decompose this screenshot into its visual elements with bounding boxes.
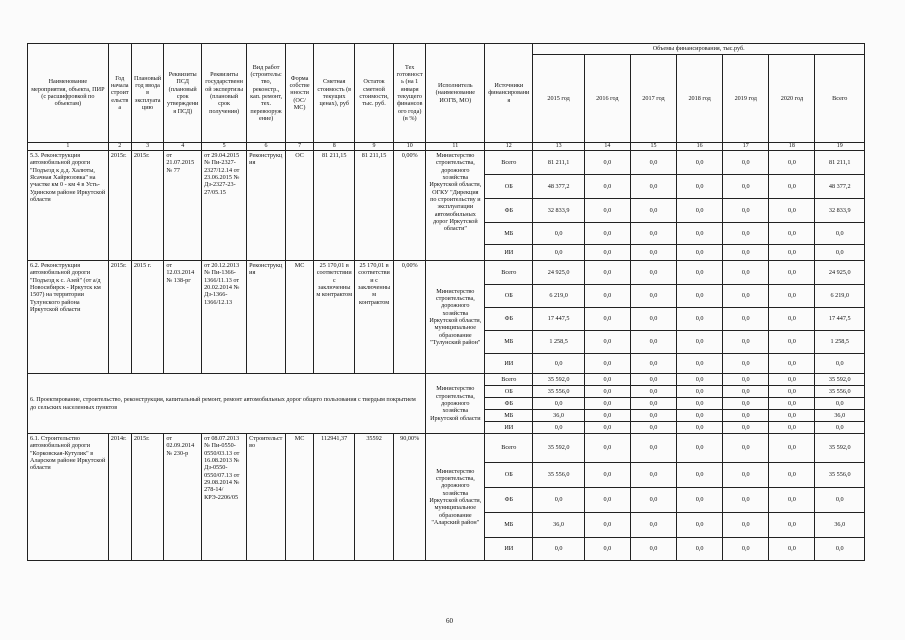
remainder: 35592 bbox=[355, 434, 394, 561]
source-label: ОБ bbox=[485, 386, 533, 398]
value-cell: 32 833,9 bbox=[533, 199, 584, 223]
value-cell: 0,0 bbox=[769, 199, 815, 223]
table-row bbox=[28, 374, 865, 386]
value-cell: 0,0 bbox=[723, 175, 769, 199]
source-label: МБ bbox=[485, 513, 533, 538]
source-label: Всего bbox=[485, 374, 533, 386]
value-cell: 0,0 bbox=[677, 175, 723, 199]
value-cell: 0,0 bbox=[584, 354, 630, 374]
value-cell: 36,0 bbox=[815, 410, 865, 422]
col-number: 15 bbox=[630, 143, 676, 151]
header-work-type: Вид работ (строительство, реконстр., кап. ремонт, тех. перевооружение) bbox=[247, 44, 286, 143]
remainder: 25 170,01 в соответствии с заключенным контрактом bbox=[355, 261, 394, 374]
header-year: 2016 год bbox=[584, 54, 630, 142]
source-label: ФБ bbox=[485, 199, 533, 223]
value-cell: 0,0 bbox=[769, 308, 815, 331]
col-number: 19 bbox=[815, 143, 865, 151]
source-label: ИИ bbox=[485, 354, 533, 374]
header-expertise: Реквизиты государственной экспертизы (плановый срок получения) bbox=[202, 44, 247, 143]
table-row bbox=[28, 151, 865, 175]
expertise-reqs: от 08.07.2013 № Пи-0550-0550/03.13 от 16.08.2013 № Дз-0550-0550/07.13 от 29.08.2014 № 278-14/КРЭ-2206/05 bbox=[202, 434, 247, 561]
value-cell: 0,0 bbox=[630, 434, 676, 463]
value-cell: 35 556,0 bbox=[815, 463, 865, 488]
source-label: ФБ bbox=[485, 398, 533, 410]
value-cell: 0,0 bbox=[677, 308, 723, 331]
value-cell: 0,0 bbox=[723, 308, 769, 331]
value-cell: 0,0 bbox=[769, 223, 815, 245]
value-cell: 0,0 bbox=[769, 398, 815, 410]
value-cell: 1 258,5 bbox=[533, 331, 584, 354]
value-cell: 0,0 bbox=[723, 151, 769, 175]
header-volumes: Объемы финансирования, тыс.руб. bbox=[533, 44, 865, 55]
value-cell: 0,0 bbox=[769, 422, 815, 434]
value-cell: 0,0 bbox=[630, 513, 676, 538]
value-cell: 36,0 bbox=[533, 410, 584, 422]
value-cell: 0,0 bbox=[723, 223, 769, 245]
year-start: 2014г. bbox=[108, 434, 131, 561]
value-cell: 0,0 bbox=[769, 488, 815, 513]
value-cell: 0,0 bbox=[584, 374, 630, 386]
value-cell: 0,0 bbox=[723, 422, 769, 434]
value-cell: 0,0 bbox=[584, 434, 630, 463]
header-estimate: Сметная стоимость (в текущих ценах), руб bbox=[314, 44, 355, 143]
col-number: 5 bbox=[202, 143, 247, 151]
value-cell: 0,0 bbox=[723, 513, 769, 538]
value-cell: 0,0 bbox=[769, 513, 815, 538]
value-cell: 0,0 bbox=[769, 463, 815, 488]
ownership: МС bbox=[285, 261, 313, 374]
value-cell: 0,0 bbox=[769, 410, 815, 422]
value-cell: 0,0 bbox=[723, 199, 769, 223]
value-cell: 0,0 bbox=[533, 354, 584, 374]
value-cell: 0,0 bbox=[533, 223, 584, 245]
value-cell: 0,0 bbox=[723, 245, 769, 261]
section-title: 6. Проектирование, строительство, реконструкция, капитальный ремонт, ремонт автомобильных дорог общего пользования с твердым покрытием до сельских населенных пунктов bbox=[28, 374, 426, 434]
value-cell: 1 258,5 bbox=[815, 331, 865, 354]
value-cell: 0,0 bbox=[630, 175, 676, 199]
value-cell: 0,0 bbox=[677, 285, 723, 308]
value-cell: 81 211,1 bbox=[815, 151, 865, 175]
header-source: Источники финансирования bbox=[485, 44, 533, 143]
value-cell: 17 447,5 bbox=[533, 308, 584, 331]
source-label: ФБ bbox=[485, 488, 533, 513]
source-label: ОБ bbox=[485, 285, 533, 308]
value-cell: 35 592,0 bbox=[533, 374, 584, 386]
value-cell: 0,0 bbox=[677, 422, 723, 434]
source-label: Всего bbox=[485, 151, 533, 175]
value-cell: 0,0 bbox=[677, 354, 723, 374]
value-cell: 0,0 bbox=[630, 199, 676, 223]
value-cell: 35 592,0 bbox=[815, 434, 865, 463]
object-name: 5.3. Реконструкция автомобильной дороги "Подъезд к д.д. Халюты, Ясачная Хайрюзовка" на участке км 0 - км 4 в Усть-Удинском районе Иркутской области bbox=[28, 151, 109, 261]
ownership: ОС bbox=[285, 151, 313, 261]
header-ownership: Форма собственности (ОС/МС) bbox=[285, 44, 313, 143]
estimate: 25 170,01 в соответствии с заключенным контрактом bbox=[314, 261, 355, 374]
col-number: 1 bbox=[28, 143, 109, 151]
col-number: 9 bbox=[355, 143, 394, 151]
value-cell: 0,0 bbox=[677, 331, 723, 354]
value-cell: 0,0 bbox=[723, 538, 769, 561]
value-cell: 0,0 bbox=[630, 331, 676, 354]
value-cell: 0,0 bbox=[584, 331, 630, 354]
value-cell: 0,0 bbox=[723, 331, 769, 354]
value-cell: 0,0 bbox=[769, 374, 815, 386]
value-cell: 0,0 bbox=[677, 434, 723, 463]
value-cell: 0,0 bbox=[677, 223, 723, 245]
value-cell: 0,0 bbox=[677, 538, 723, 561]
source-label: ИИ bbox=[485, 245, 533, 261]
col-number: 13 bbox=[533, 143, 584, 151]
year-start: 2015г. bbox=[108, 151, 131, 261]
value-cell: 0,0 bbox=[677, 386, 723, 398]
col-number: 8 bbox=[314, 143, 355, 151]
source-label: МБ bbox=[485, 223, 533, 245]
value-cell: 0,0 bbox=[769, 285, 815, 308]
value-cell: 0,0 bbox=[584, 175, 630, 199]
col-number: 17 bbox=[723, 143, 769, 151]
work-type: Реконструкция bbox=[247, 261, 286, 374]
value-cell: 0,0 bbox=[769, 386, 815, 398]
value-cell: 0,0 bbox=[630, 285, 676, 308]
value-cell: 0,0 bbox=[630, 308, 676, 331]
value-cell: 0,0 bbox=[815, 398, 865, 410]
value-cell: 0,0 bbox=[769, 175, 815, 199]
object-name: 6.1. Строительство автомобильной дороги "Корковская-Кутулик" в Аларском районе Иркутской области bbox=[28, 434, 109, 561]
value-cell: 35 556,0 bbox=[815, 386, 865, 398]
value-cell: 0,0 bbox=[630, 354, 676, 374]
source-label: ИИ bbox=[485, 422, 533, 434]
value-cell: 0,0 bbox=[533, 488, 584, 513]
value-cell: 0,0 bbox=[815, 538, 865, 561]
value-cell: 0,0 bbox=[815, 422, 865, 434]
col-number: 6 bbox=[247, 143, 286, 151]
value-cell: 0,0 bbox=[677, 199, 723, 223]
value-cell: 0,0 bbox=[677, 488, 723, 513]
page-number: 60 bbox=[446, 617, 453, 625]
value-cell: 0,0 bbox=[533, 245, 584, 261]
expertise-reqs: от 29.04.2015 № Пи-2327-2327/12.14 от 23.06.2015 № Дз-2327-23-27/05.15 bbox=[202, 151, 247, 261]
value-cell: 48 377,2 bbox=[815, 175, 865, 199]
col-number: 11 bbox=[426, 143, 485, 151]
value-cell: 17 447,5 bbox=[815, 308, 865, 331]
year-plan: 2015г. bbox=[131, 151, 164, 261]
header-year: 2015 год bbox=[533, 54, 584, 142]
col-number: 10 bbox=[393, 143, 426, 151]
source-label: ОБ bbox=[485, 175, 533, 199]
value-cell: 0,0 bbox=[769, 331, 815, 354]
value-cell: 0,0 bbox=[630, 488, 676, 513]
value-cell: 0,0 bbox=[630, 398, 676, 410]
source-label: МБ bbox=[485, 331, 533, 354]
value-cell: 0,0 bbox=[584, 422, 630, 434]
value-cell: 0,0 bbox=[584, 386, 630, 398]
value-cell: 0,0 bbox=[533, 538, 584, 561]
value-cell: 0,0 bbox=[723, 488, 769, 513]
value-cell: 6 219,0 bbox=[815, 285, 865, 308]
header-readiness: Тех готовность (на 1 января текущего финансового года) (в %) bbox=[393, 44, 426, 143]
value-cell: 0,0 bbox=[769, 245, 815, 261]
source-label: Всего bbox=[485, 261, 533, 285]
value-cell: 0,0 bbox=[584, 308, 630, 331]
value-cell: 0,0 bbox=[815, 245, 865, 261]
value-cell: 0,0 bbox=[584, 463, 630, 488]
value-cell: 0,0 bbox=[630, 386, 676, 398]
value-cell: 0,0 bbox=[630, 422, 676, 434]
value-cell: 0,0 bbox=[677, 398, 723, 410]
readiness: 0,00% bbox=[393, 261, 426, 374]
col-number: 3 bbox=[131, 143, 164, 151]
col-number: 12 bbox=[485, 143, 533, 151]
source-label: МБ bbox=[485, 410, 533, 422]
object-name: 6.2. Реконструкция автомобильной дороги "Подъезд к с. Азей" (от а/д Новосибирск - Иркутск км 1507) на территории Тулунского района Иркутской области bbox=[28, 261, 109, 374]
readiness: 0,00% bbox=[393, 151, 426, 261]
value-cell: 32 833,9 bbox=[815, 199, 865, 223]
value-cell: 0,0 bbox=[723, 261, 769, 285]
source-label: ИИ bbox=[485, 538, 533, 561]
value-cell: 0,0 bbox=[584, 151, 630, 175]
readiness: 90,00% bbox=[393, 434, 426, 561]
source-label: ФБ bbox=[485, 308, 533, 331]
header-year-plan: Плановый год ввода в эксплуатацию bbox=[131, 44, 164, 143]
value-cell: 0,0 bbox=[584, 513, 630, 538]
value-cell: 0,0 bbox=[723, 410, 769, 422]
value-cell: 0,0 bbox=[677, 374, 723, 386]
value-cell: 0,0 bbox=[815, 488, 865, 513]
value-cell: 0,0 bbox=[723, 434, 769, 463]
col-number: 18 bbox=[769, 143, 815, 151]
source-label: Всего bbox=[485, 434, 533, 463]
value-cell: 0,0 bbox=[584, 398, 630, 410]
header-executor: Исполнитель (наименование ИОГВ, МО) bbox=[426, 44, 485, 143]
source-label: ОБ bbox=[485, 463, 533, 488]
value-cell: 0,0 bbox=[677, 151, 723, 175]
value-cell: 0,0 bbox=[769, 434, 815, 463]
work-type: Строительство bbox=[247, 434, 286, 561]
value-cell: 0,0 bbox=[815, 223, 865, 245]
value-cell: 24 925,0 bbox=[815, 261, 865, 285]
table-row bbox=[28, 261, 865, 285]
value-cell: 0,0 bbox=[677, 410, 723, 422]
value-cell: 0,0 bbox=[677, 261, 723, 285]
header-year: 2018 год bbox=[677, 54, 723, 142]
executor: Министерство строительства, дорожного хозяйства Иркутской области, муниципальное образование "Аларский район" bbox=[426, 434, 485, 561]
header-name: Наименование мероприятия, объекта, ПИР (с расшифровкой по объектам) bbox=[28, 44, 109, 143]
remainder: 81 211,15 bbox=[355, 151, 394, 261]
value-cell: 0,0 bbox=[630, 261, 676, 285]
estimate: 81 211,15 bbox=[314, 151, 355, 261]
value-cell: 0,0 bbox=[769, 151, 815, 175]
expertise-reqs: от 20.12.2013 № Пи-1366-1366/11.13 от 20.02.2014 № Дз-1366-1366/12.13 bbox=[202, 261, 247, 374]
psd-reqs: от 12.03.2014 № 138-рг bbox=[164, 261, 202, 374]
value-cell: 0,0 bbox=[630, 374, 676, 386]
value-cell: 0,0 bbox=[769, 261, 815, 285]
value-cell: 0,0 bbox=[723, 354, 769, 374]
year-plan: 2015г. bbox=[131, 434, 164, 561]
table-row bbox=[28, 434, 865, 463]
header-year: 2017 год bbox=[630, 54, 676, 142]
work-type: Реконструкция bbox=[247, 151, 286, 261]
col-number: 2 bbox=[108, 143, 131, 151]
header-year-total: Всего bbox=[815, 54, 865, 142]
value-cell: 0,0 bbox=[584, 199, 630, 223]
value-cell: 0,0 bbox=[584, 261, 630, 285]
value-cell: 35 592,0 bbox=[815, 374, 865, 386]
value-cell: 0,0 bbox=[677, 513, 723, 538]
value-cell: 0,0 bbox=[584, 488, 630, 513]
psd-reqs: от 02.09.2014 № 230-р bbox=[164, 434, 202, 561]
value-cell: 0,0 bbox=[584, 245, 630, 261]
value-cell: 0,0 bbox=[630, 538, 676, 561]
value-cell: 0,0 bbox=[533, 422, 584, 434]
value-cell: 24 925,0 bbox=[533, 261, 584, 285]
value-cell: 35 556,0 bbox=[533, 386, 584, 398]
value-cell: 36,0 bbox=[815, 513, 865, 538]
col-number: 14 bbox=[584, 143, 630, 151]
value-cell: 0,0 bbox=[584, 538, 630, 561]
value-cell: 35 592,0 bbox=[533, 434, 584, 463]
value-cell: 0,0 bbox=[769, 354, 815, 374]
value-cell: 0,0 bbox=[723, 398, 769, 410]
header-year: 2019 год bbox=[723, 54, 769, 142]
ownership: МС bbox=[285, 434, 313, 561]
value-cell: 48 377,2 bbox=[533, 175, 584, 199]
value-cell: 0,0 bbox=[630, 463, 676, 488]
value-cell: 0,0 bbox=[584, 410, 630, 422]
value-cell: 0,0 bbox=[533, 398, 584, 410]
value-cell: 0,0 bbox=[584, 285, 630, 308]
header-year: 2020 год bbox=[769, 54, 815, 142]
header-psd: Реквизиты ПСД (плановый срок утверждения ПСД) bbox=[164, 44, 202, 143]
header-remainder: Остаток сметной стоимости, тыс. руб. bbox=[355, 44, 394, 143]
year-plan: 2015 г. bbox=[131, 261, 164, 374]
value-cell: 0,0 bbox=[815, 354, 865, 374]
value-cell: 0,0 bbox=[630, 245, 676, 261]
col-number: 16 bbox=[677, 143, 723, 151]
col-number: 4 bbox=[164, 143, 202, 151]
executor: Министерство строительства, дорожного хозяйства Иркутской области, ОГКУ "Дирекция по строительству и эксплуатации автомобильных дорог Иркутской области" bbox=[426, 151, 485, 261]
value-cell: 0,0 bbox=[723, 386, 769, 398]
estimate: 112941,37 bbox=[314, 434, 355, 561]
value-cell: 0,0 bbox=[677, 245, 723, 261]
value-cell: 0,0 bbox=[630, 151, 676, 175]
value-cell: 0,0 bbox=[630, 223, 676, 245]
value-cell: 0,0 bbox=[723, 285, 769, 308]
value-cell: 6 219,0 bbox=[533, 285, 584, 308]
executor: Министерство строительства, дорожного хозяйства Иркутской области, муниципальное образование "Тулунский район" bbox=[426, 261, 485, 374]
value-cell: 0,0 bbox=[723, 374, 769, 386]
col-number: 7 bbox=[285, 143, 313, 151]
value-cell: 0,0 bbox=[677, 463, 723, 488]
psd-reqs: от 21.07.2015 № 77 bbox=[164, 151, 202, 261]
financing-table bbox=[27, 43, 865, 561]
value-cell: 35 556,0 bbox=[533, 463, 584, 488]
value-cell: 36,0 bbox=[533, 513, 584, 538]
value-cell: 0,0 bbox=[584, 223, 630, 245]
value-cell: 0,0 bbox=[723, 463, 769, 488]
value-cell: 81 211,1 bbox=[533, 151, 584, 175]
value-cell: 0,0 bbox=[769, 538, 815, 561]
executor: Министерство строительства, дорожного хозяйства Иркутской области bbox=[426, 374, 485, 434]
header-year-start: Год начала строительства bbox=[108, 44, 131, 143]
value-cell: 0,0 bbox=[630, 410, 676, 422]
year-start: 2015г. bbox=[108, 261, 131, 374]
